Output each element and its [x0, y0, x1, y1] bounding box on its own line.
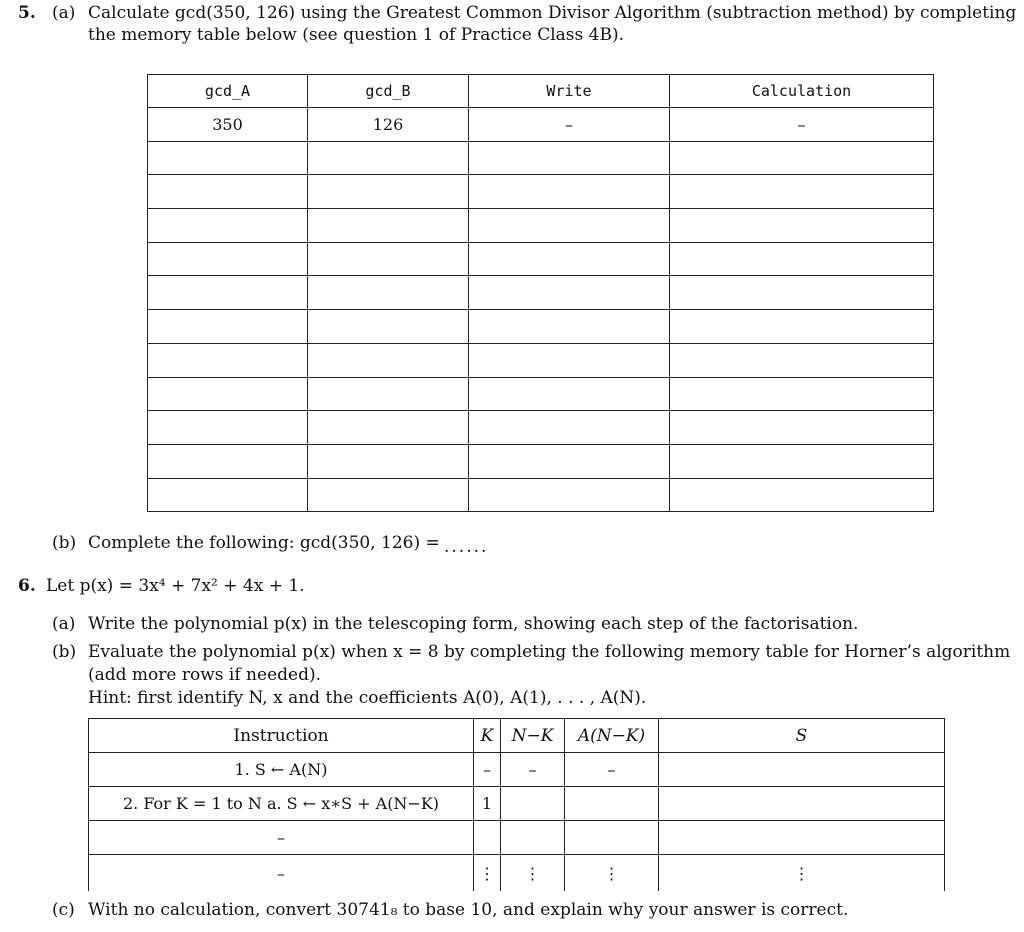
horner-cell-a: –	[565, 753, 659, 787]
q5a-text-line2: the memory table below (see question 1 of Practice Class 4B).	[88, 25, 624, 45]
gcd-cell-b: 126	[308, 108, 469, 142]
horner-instruction-dash: –	[89, 855, 474, 892]
horner-table-row	[89, 855, 945, 892]
horner-cell-k[interactable]	[474, 821, 501, 855]
q5a-label: (a)	[52, 3, 76, 23]
horner-cell-s[interactable]	[659, 753, 945, 787]
vdots-icon: ⋮	[603, 863, 620, 883]
gcd-table-empty-row[interactable]	[148, 242, 934, 276]
horner-cell-a[interactable]	[565, 821, 659, 855]
gcd-table-empty-row[interactable]	[148, 141, 934, 175]
q6a-label: (a)	[52, 614, 76, 634]
gcd-header-calculation: Calculation	[670, 75, 934, 108]
gcd-cell-calculation: –	[670, 108, 934, 142]
gcd-table-empty-row[interactable]	[148, 209, 934, 243]
horner-instruction-2: 2. For K = 1 to N a. S ← x∗S + A(N−K)	[89, 787, 474, 821]
vdots-icon: ⋮	[793, 863, 810, 883]
gcd-header-write: Write	[469, 75, 670, 108]
q6-intro-text: Let p(x) = 3x⁴ + 7x² + 4x + 1.	[46, 576, 305, 596]
q6b-text-line2: (add more rows if needed).	[88, 665, 321, 685]
gcd-table-empty-row[interactable]	[148, 310, 934, 344]
horner-cell-s-vdots	[659, 855, 945, 892]
q6c-label: (c)	[52, 900, 75, 920]
gcd-table-row	[148, 108, 934, 142]
q5b-label: (b)	[52, 533, 77, 553]
gcd-table-header-row	[148, 75, 934, 108]
horner-cell-k: –	[474, 753, 501, 787]
q6b-hint: Hint: first identify N, x and the coefficients A(0), A(1), . . . , A(N).	[88, 688, 647, 708]
question-6-number: 6.	[18, 576, 36, 596]
q6b-text-line1: Evaluate the polynomial p(x) when x = 8 by completing the following memory table for Horner’s algorithm	[88, 642, 1011, 662]
horner-cell-n-minus-k: –	[501, 753, 565, 787]
q6a-text: Write the polynomial p(x) in the telescoping form, showing each step of the factorisation.	[88, 614, 859, 634]
gcd-cell-a: 350	[148, 108, 308, 142]
horner-memory-table	[88, 718, 945, 891]
gcd-table-empty-row[interactable]	[148, 276, 934, 310]
horner-cell-s[interactable]	[659, 787, 945, 821]
horner-table-row	[89, 787, 945, 821]
gcd-header-gcd-a: gcd_A	[148, 75, 308, 108]
horner-table-header-row	[89, 719, 945, 753]
horner-cell-a[interactable]	[565, 787, 659, 821]
horner-cell-a-vdots	[565, 855, 659, 892]
vdots-icon: ⋮	[479, 863, 495, 883]
gcd-cell-write: –	[469, 108, 670, 142]
horner-header-k: K	[474, 719, 501, 753]
gcd-table-empty-row[interactable]	[148, 444, 934, 478]
gcd-table-empty-row[interactable]	[148, 343, 934, 377]
horner-cell-n-minus-k-vdots	[501, 855, 565, 892]
horner-header-a-n-minus-k: A(N−K)	[565, 719, 659, 753]
q5b-answer-blank[interactable]: ......	[444, 537, 489, 557]
horner-cell-k: 1	[474, 787, 501, 821]
gcd-header-gcd-b: gcd_B	[308, 75, 469, 108]
q6b-label: (b)	[52, 642, 77, 662]
question-5-number: 5.	[18, 3, 36, 23]
horner-header-instruction: Instruction	[89, 719, 474, 753]
gcd-table-empty-row[interactable]	[148, 478, 934, 512]
horner-instruction-dash: –	[89, 821, 474, 855]
q6c-text: With no calculation, convert 30741₈ to base 10, and explain why your answer is correct.	[88, 900, 849, 920]
gcd-table-empty-row[interactable]	[148, 175, 934, 209]
horner-header-n-minus-k: N−K	[501, 719, 565, 753]
horner-cell-s[interactable]	[659, 821, 945, 855]
horner-table-row	[89, 821, 945, 855]
gcd-table-empty-row[interactable]	[148, 411, 934, 445]
horner-header-s: S	[659, 719, 945, 753]
gcd-table-empty-row[interactable]	[148, 377, 934, 411]
horner-cell-k-vdots	[474, 855, 501, 892]
horner-table-row	[89, 753, 945, 787]
horner-cell-n-minus-k[interactable]	[501, 821, 565, 855]
q5b-text: Complete the following: gcd(350, 126) =	[88, 533, 440, 553]
gcd-memory-table	[147, 74, 934, 512]
q5a-text-line1: Calculate gcd(350, 126) using the Greatest Common Divisor Algorithm (subtraction method) by completing	[88, 3, 1017, 23]
horner-instruction-1: 1. S ← A(N)	[89, 753, 474, 787]
vdots-icon: ⋮	[524, 863, 541, 883]
horner-cell-n-minus-k[interactable]	[501, 787, 565, 821]
